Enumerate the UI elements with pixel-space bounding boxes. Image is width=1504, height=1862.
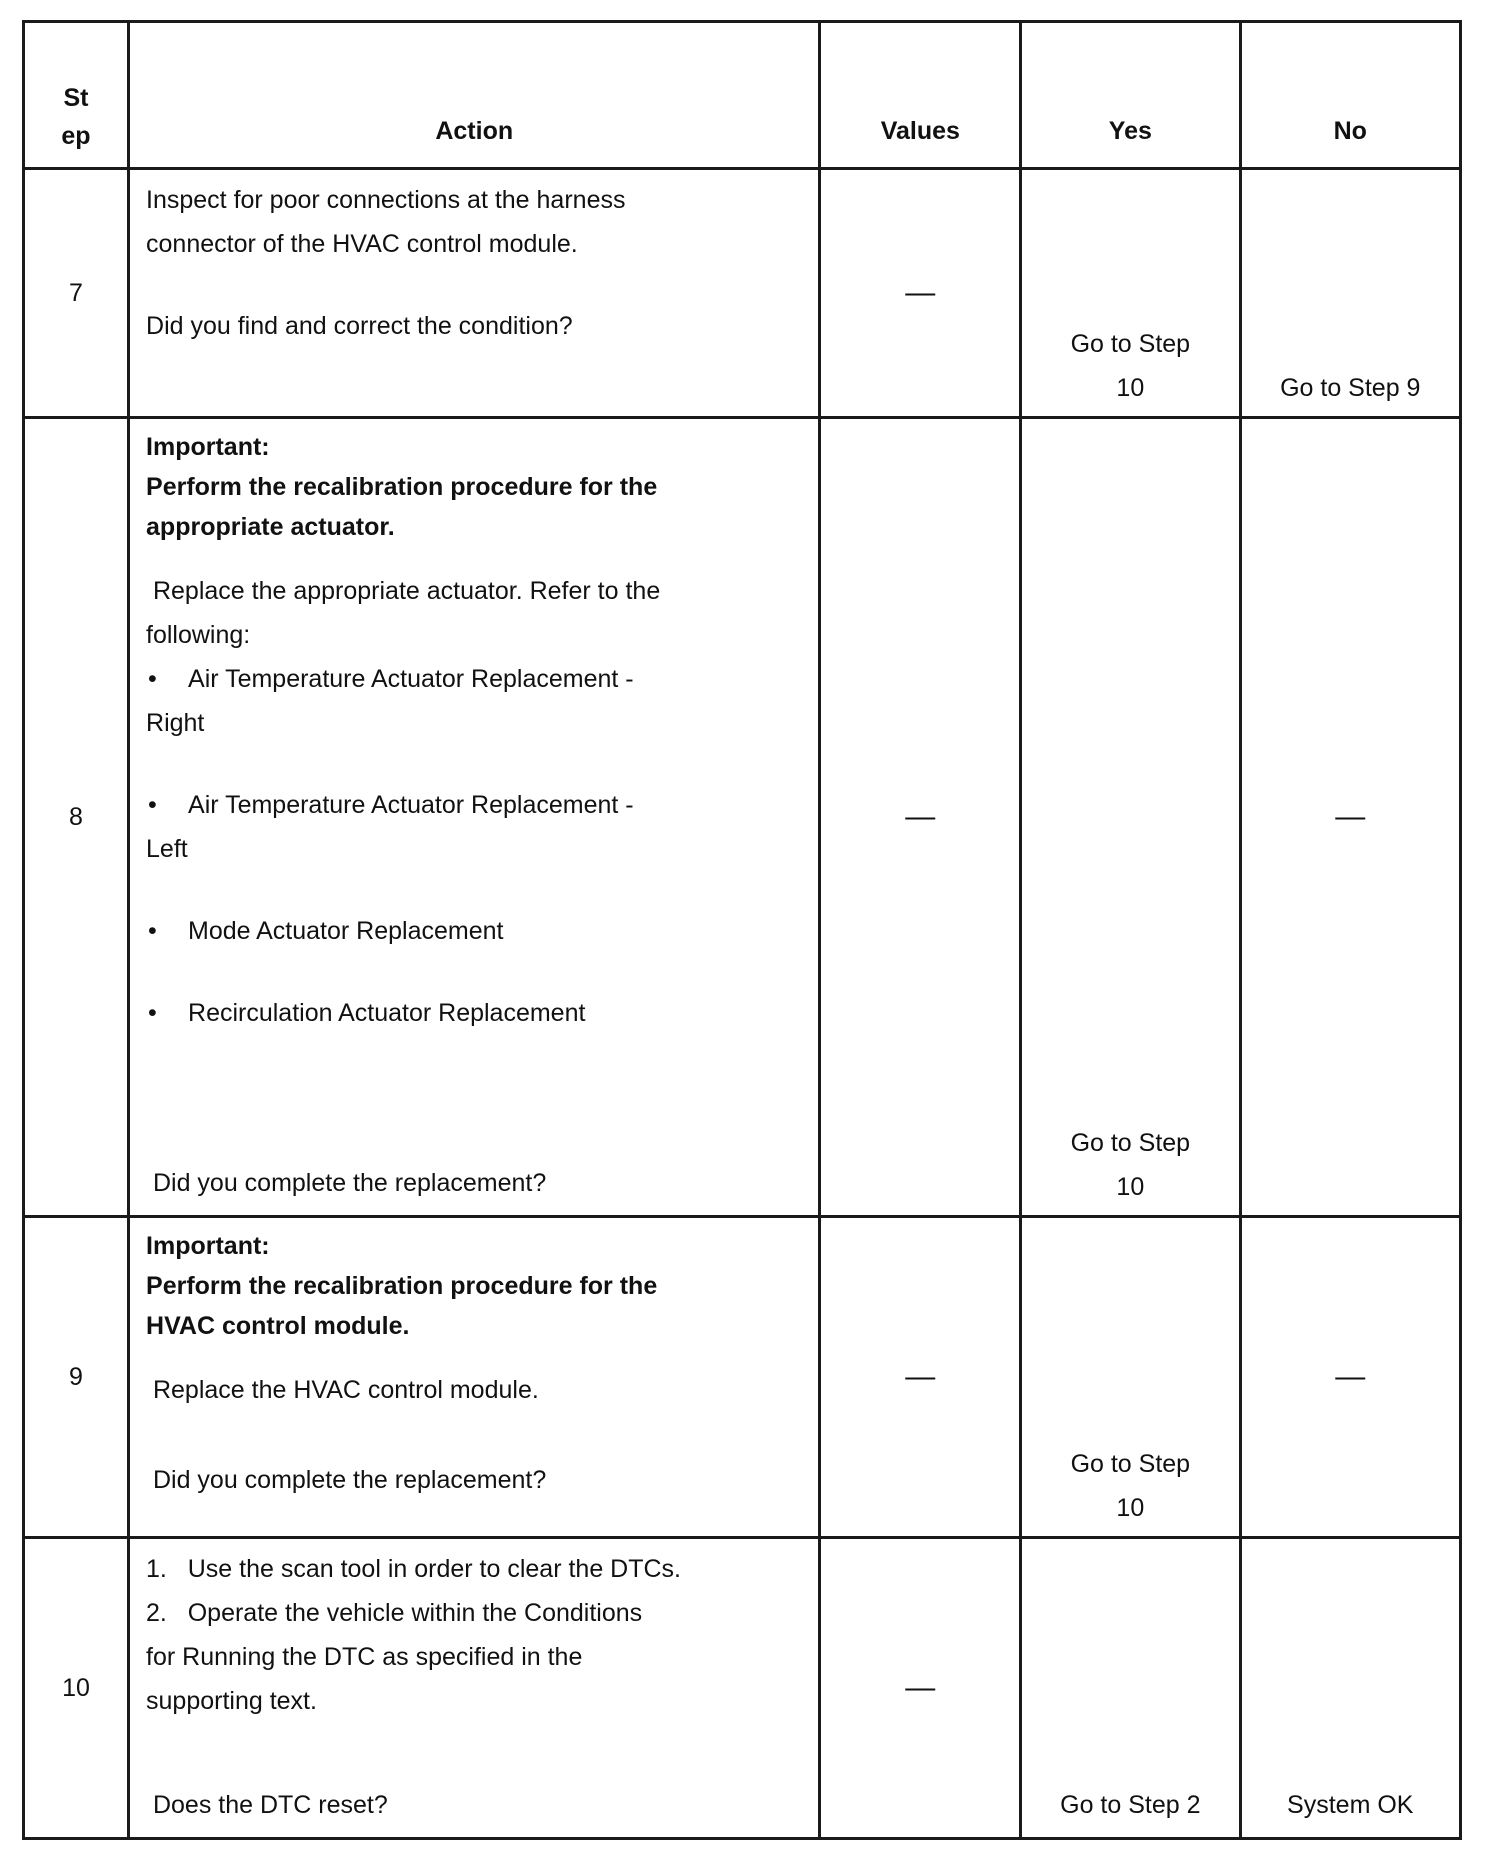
no-cell <box>1240 1538 1460 1839</box>
table-row-step-10 <box>24 1538 1461 1839</box>
numbered-item: 2. Operate the vehicle within the Conditions <box>146 1599 643 1628</box>
no-target: — <box>1335 1359 1366 1393</box>
yes-target: Go to Step 2 <box>1060 1791 1201 1819</box>
no-target: Go to Step 9 <box>1280 374 1421 403</box>
yes-cell <box>1021 1216 1240 1538</box>
header-yes: Yes <box>1021 22 1240 169</box>
step-number: 10 <box>24 1538 129 1839</box>
header-action: Action <box>129 22 820 169</box>
action-question: Did you complete the replacement? <box>146 1466 547 1495</box>
action-question: Does the DTC reset? <box>146 1791 388 1819</box>
action-cell: Inspect for poor connections at the harness connector of the HVAC control module. Did you find and correct the condition? <box>129 169 820 418</box>
action-question: Did you find and correct the condition? <box>146 312 573 341</box>
step-number: 9 <box>24 1216 129 1538</box>
important-label: Important: <box>146 1231 270 1260</box>
bullet-item: • Air Temperature Actuator Replacement - <box>148 665 634 694</box>
yes-target: Go to Step 10 <box>1070 1128 1191 1201</box>
table-row-step-7 <box>24 169 1461 418</box>
no-cell <box>1240 1216 1460 1538</box>
numbered-item: 1. Use the scan tool in order to clear the DTCs. <box>146 1555 681 1584</box>
bullet-item: • Recirculation Actuator Replacement <box>148 999 586 1028</box>
values-cell: — <box>820 418 1021 1217</box>
values-cell: — <box>820 1538 1021 1839</box>
no-cell <box>1240 418 1460 1217</box>
action-cell: 1. Use the scan tool in order to clear the DTCs. 2. Operate the vehicle within the Conditions for Running the DTC as specified in the supporting text. Does the DTC reset? <box>129 1538 820 1839</box>
no-target: — <box>1335 799 1366 833</box>
table-row-step-8 <box>24 418 1461 1217</box>
yes-cell <box>1021 1538 1240 1839</box>
action-cell: Important: Perform the recalibration procedure for the appropriate actuator. Replace the appropriate actuator. Refer to the following: • Air Temperature Actuator Replacement - Right • Air Temperature Actuator Replacement - Left • Mode Actuator Replacement • Recirculation Actuator Replacement Did you complete the replacement? <box>129 418 820 1217</box>
diagnostic-steps-table <box>22 20 1462 1840</box>
important-label: Important: <box>146 433 270 462</box>
step-number: 8 <box>24 418 129 1217</box>
values-cell: — <box>820 169 1021 418</box>
no-target: System OK <box>1287 1791 1414 1819</box>
yes-cell <box>1021 418 1240 1217</box>
bullet-item: • Mode Actuator Replacement <box>148 917 504 946</box>
table-row-step-9 <box>24 1216 1461 1538</box>
values-cell: — <box>820 1216 1021 1538</box>
header-no: No <box>1240 22 1460 169</box>
step-number: 7 <box>24 169 129 418</box>
action-cell: Important: Perform the recalibration procedure for the HVAC control module. Replace the HVAC control module. Did you complete the replacement? <box>129 1216 820 1538</box>
bullet-item: • Air Temperature Actuator Replacement - <box>148 791 634 820</box>
table-header-row <box>24 22 1461 169</box>
yes-target: Go to Step 10 <box>1070 1450 1191 1523</box>
header-values: Values <box>820 22 1021 169</box>
header-step: St ep <box>24 22 129 169</box>
yes-cell <box>1021 169 1240 418</box>
no-cell <box>1240 169 1460 418</box>
yes-target: Go to Step 10 <box>1070 330 1191 403</box>
action-question: Did you complete the replacement? <box>146 1168 547 1197</box>
